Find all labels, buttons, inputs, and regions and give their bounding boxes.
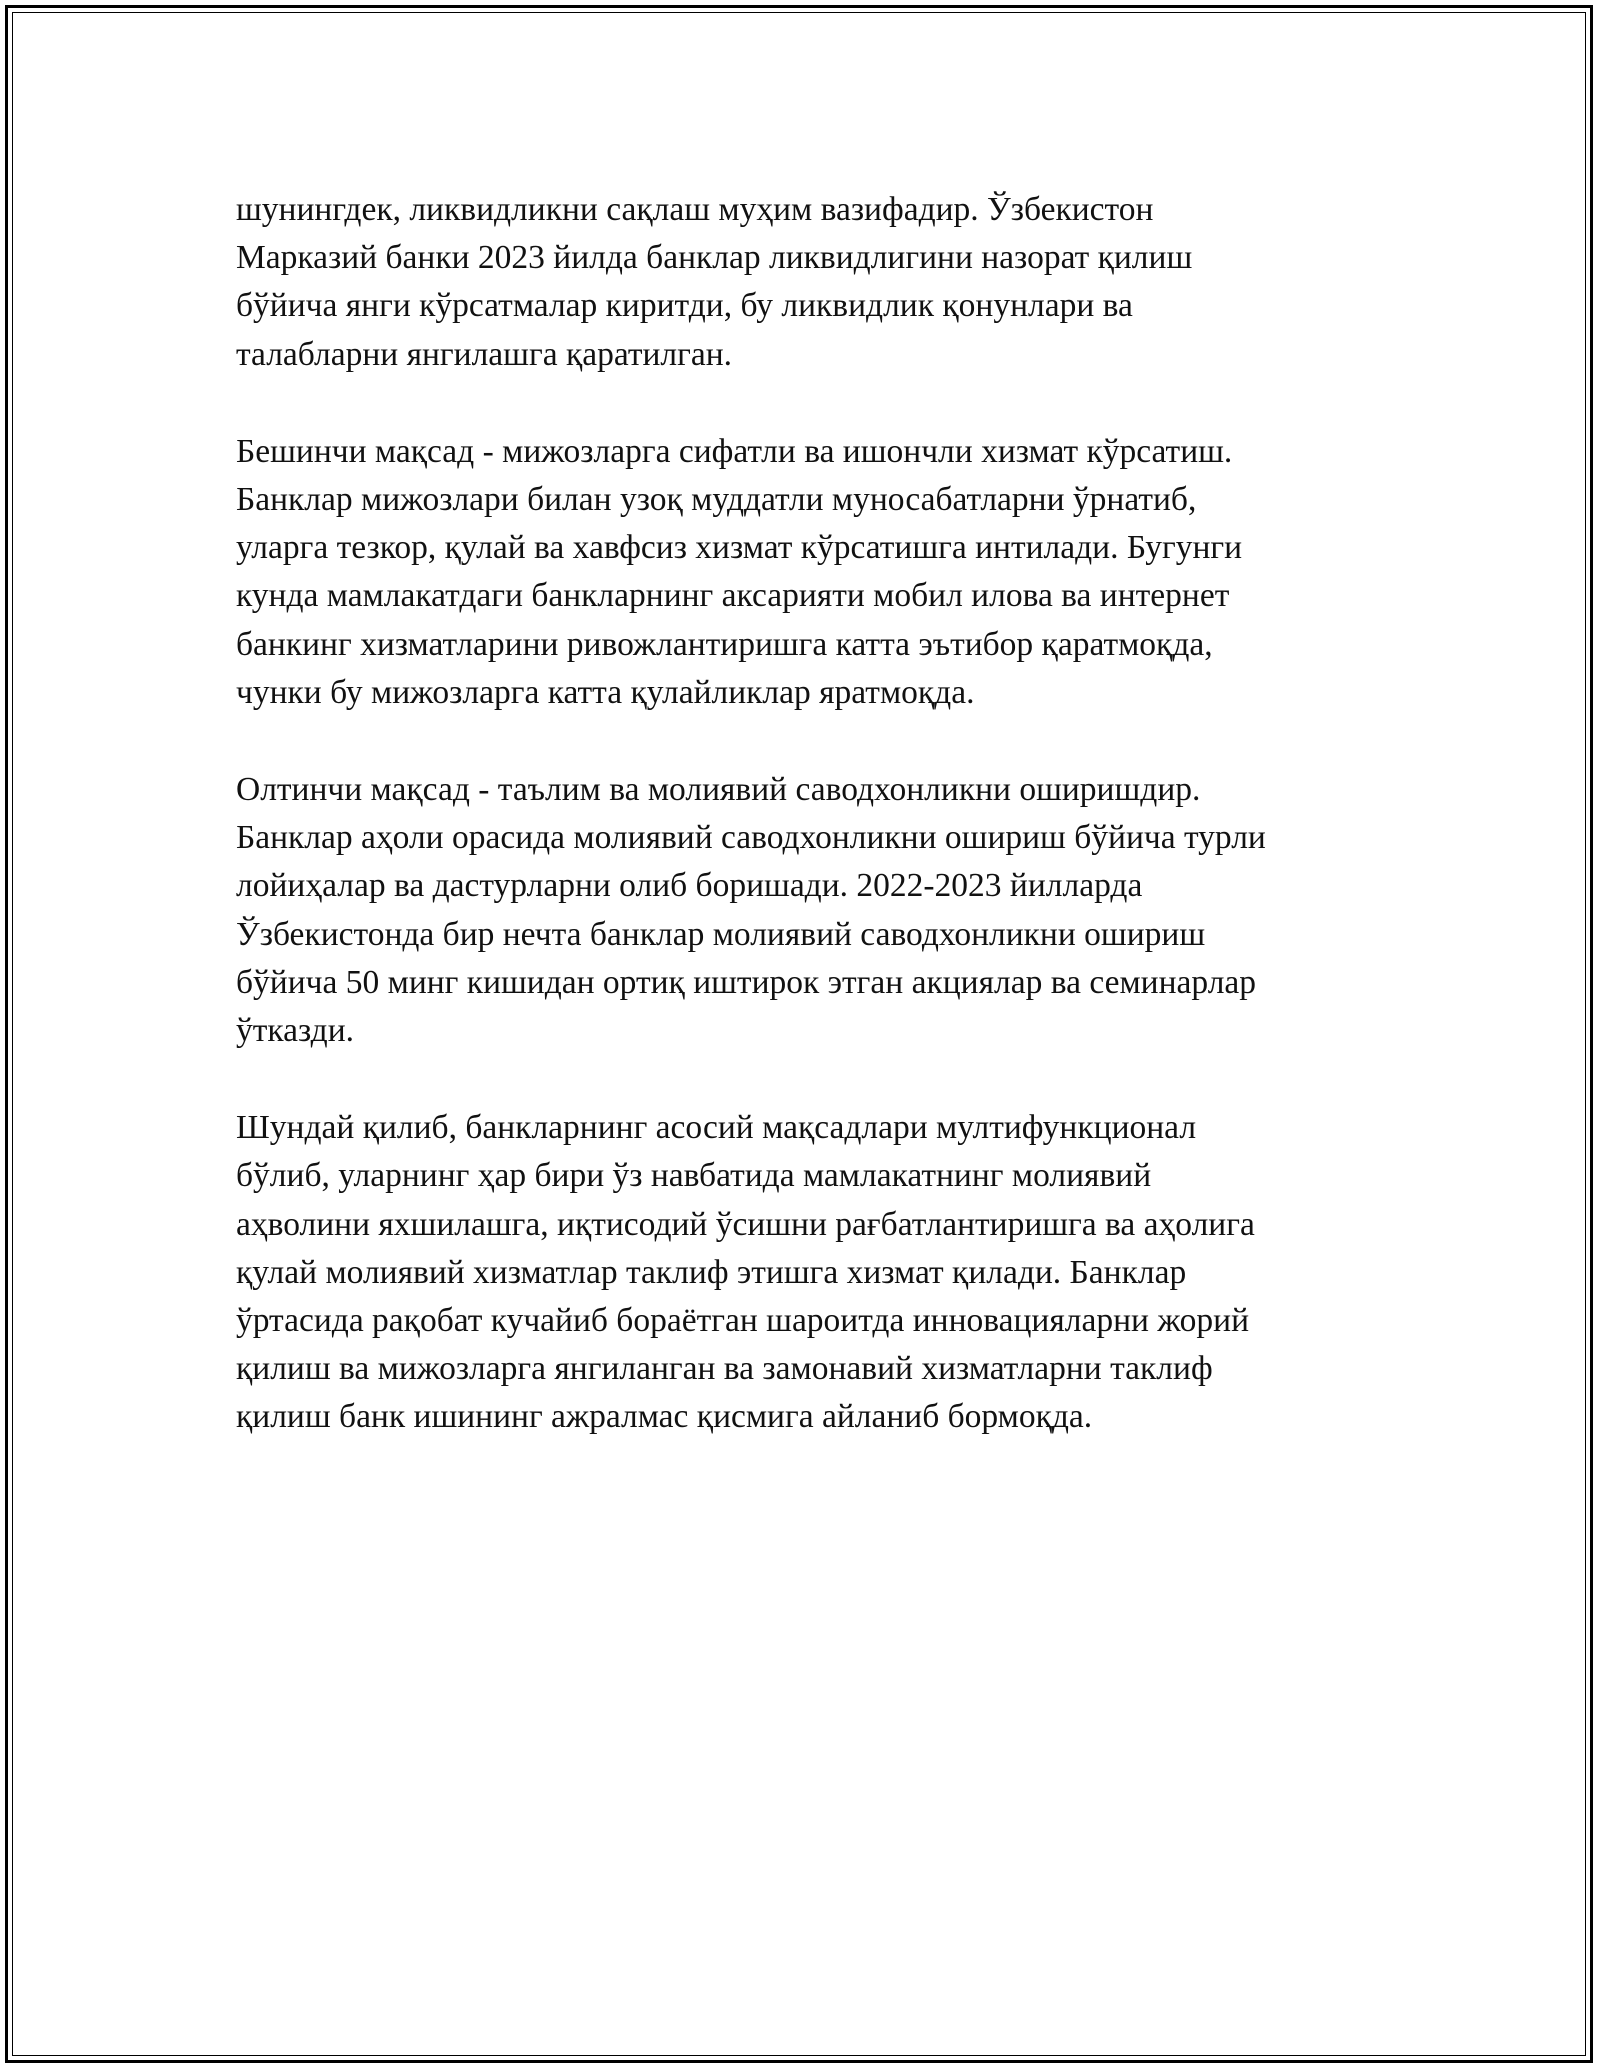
text-line: чунки бу мижозларга катта қулайликлар яратмоқда. (236, 673, 975, 711)
text-line: бўйича янги кўрсатмалар киритди, бу ликвидлик қонунлари ва (236, 287, 1133, 325)
paragraph-fifth-goal (236, 428, 1376, 717)
text-line: талабларни янгилашга қаратилган. (236, 335, 733, 373)
text-line: Шундай қилиб, банкларнинг асосий мақсадлари мултифункционал (236, 1109, 1197, 1147)
text-line: Банклар аҳоли орасида молиявий саводхонликни ошириш бўйича турли (236, 819, 1266, 857)
text-line: Марказий банки 2023 йилда банклар ликвидлигини назорат қилиш (236, 239, 1193, 277)
text-line: аҳволини яхшилашга, иқтисодий ўсишни рағбатлантиришга ва аҳолига (236, 1205, 1255, 1243)
text-line: лойиҳалар ва дастурларни олиб боришади. 2022-2023 йилларда (236, 867, 1143, 905)
text-line: бўйича 50 минг кишидан ортиқ иштирок этган акциялар ва семинарлар (236, 963, 1257, 1001)
document-body (236, 186, 1376, 1491)
text-line: Бешинчи мақсад - мижозларга сифатли ва ишончли хизмат кўрсатиш. (236, 432, 1233, 470)
text-line: шунингдек, ликвидликни сақлаш муҳим вазифадир. Ўзбекистон (236, 191, 1154, 228)
text-line: Ўзбекистонда бир нечта банклар молиявий саводхонликни ошириш (236, 915, 1206, 953)
text-line: қулай молиявий хизматлар таклиф этишга хизмат қилади. Банклар (236, 1253, 1187, 1291)
text-line: Банклар мижозлари билан узоқ муддатли муносабатларни ўрнатиб, (236, 481, 1197, 519)
paragraph-conclusion (236, 1104, 1376, 1441)
paragraph-liquidity (236, 186, 1376, 379)
text-line: банкинг хизматларини ривожлантиришга катта эътибор қаратмоқда, (236, 625, 1213, 663)
paragraph-sixth-goal (236, 766, 1376, 1055)
text-line: бўлиб, уларнинг ҳар бири ўз навбатида мамлакатнинг молиявий (236, 1157, 1152, 1195)
text-line: кунда мамлакатдаги банкларнинг аксарияти мобил илова ва интернет (236, 577, 1230, 615)
text-line: уларга тезкор, қулай ва хавфсиз хизмат кўрсатишга интилади. Бугунги (236, 529, 1243, 567)
text-line: қилиш банк ишининг ажралмас қисмига айланиб бормоқда. (236, 1398, 1093, 1436)
text-line: Олтинчи мақсад - таълим ва молиявий саводхонликни оширишдир. (236, 771, 1201, 809)
text-line: ўтказди. (236, 1012, 355, 1050)
text-line: ўртасида рақобат кучайиб бораётган шароитда инновацияларни жорий (236, 1302, 1249, 1340)
text-line: қилиш ва мижозларга янгиланган ва замонавий хизматларни таклиф (236, 1350, 1213, 1388)
